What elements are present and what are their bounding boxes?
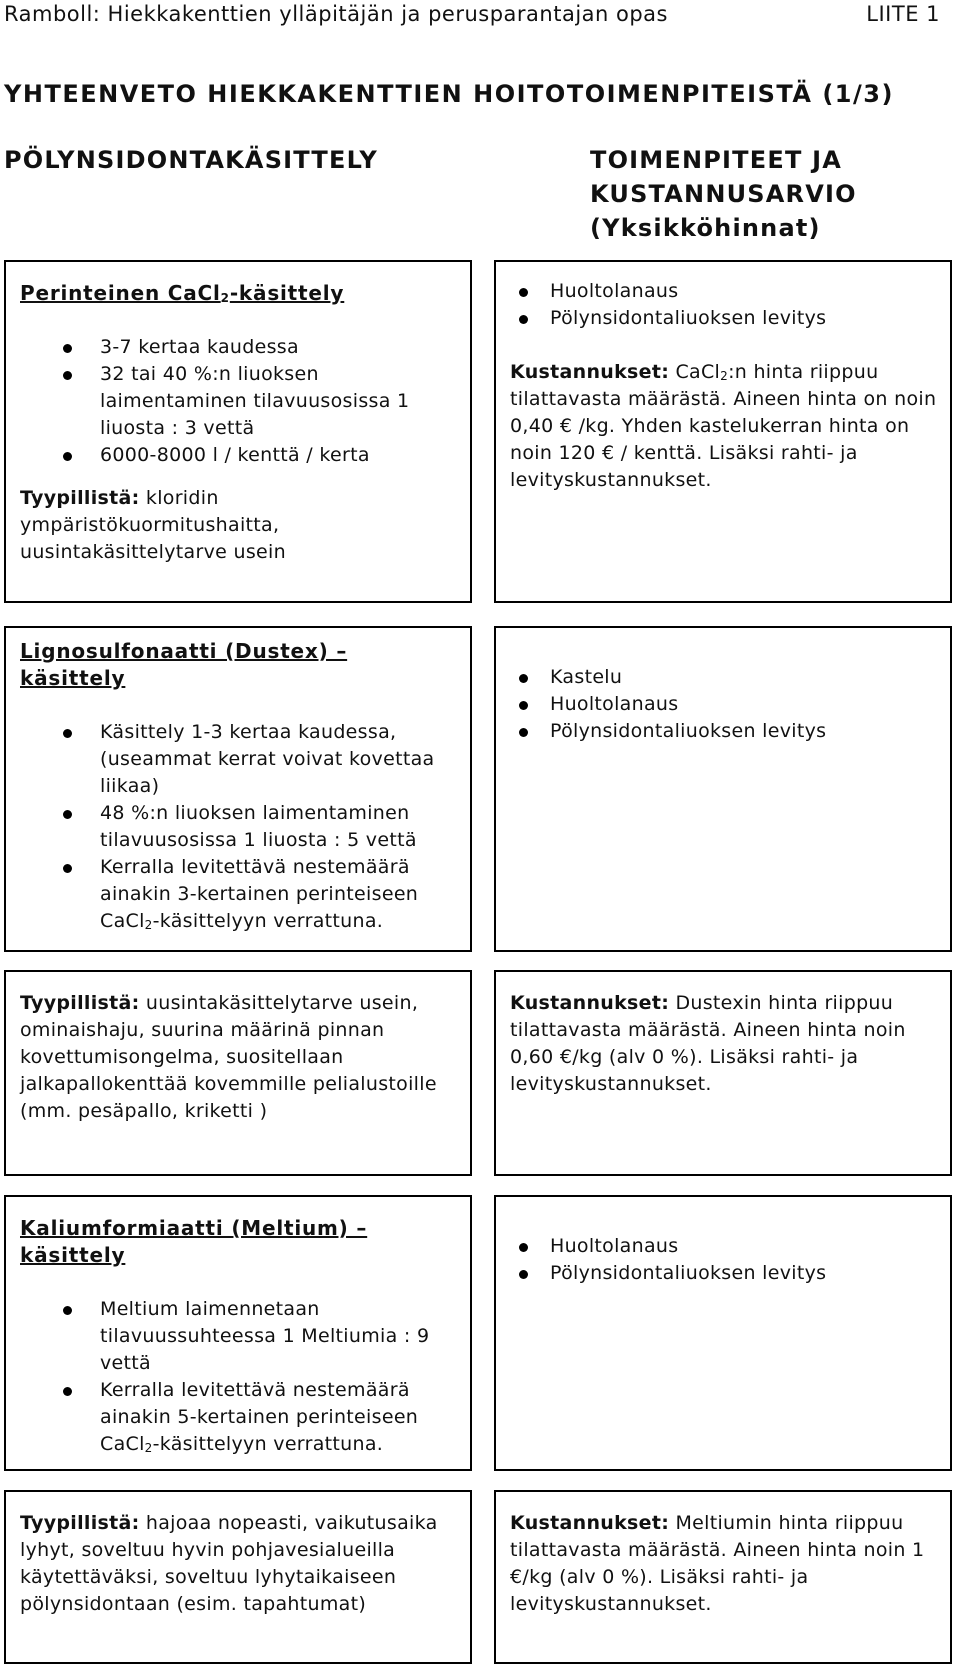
dustex-actions-box — [494, 626, 952, 952]
list-item: Kerralla levitettävä nestemäärä ainakin 3-kertainen perinteiseen CaCl$_2$-käsittelyyn verrattuna. — [20, 854, 460, 935]
meltium-typical-text: Tyypillistä: hajoaa nopeasti, vaikutusaika lyhyt, soveltuu hyvin pohjavesialueilla käytettäväksi, soveltuu lyhytaikaiseen pölynsidontaan (esim. tapahtumat) — [20, 1512, 438, 1615]
list-item: 6000-8000 l / kenttä / kerta — [20, 442, 460, 469]
cacl-typical-text: Tyypillistä: kloridin ympäristökuormitushaitta, uusintakäsittelytarve usein — [20, 487, 286, 563]
dustex-typical-text: Tyypillistä: uusintakäsittelytarve usein, ominaishaju, suurina määrinä pinnan kovettumisongelma, suositellaan jalkapallokenttää kovemmille pelialustoille (mm. pesäpallo, kriketti ) — [20, 992, 437, 1122]
list-item: Kastelu — [510, 664, 940, 691]
dustex-actions-list — [510, 664, 940, 745]
list-item: Huoltolanaus — [510, 278, 940, 305]
right-heading-line2: KUSTANNUSARVIO — [590, 180, 857, 208]
document-header-title: Ramboll: Hiekkakenttien ylläpitäjän ja perusparantajan opas — [4, 2, 668, 26]
meltium-bullet-list — [20, 1296, 460, 1458]
cacl-cost-text: Kustannukset: CaCl$_2$:n hinta riippuu tilattavasta määrästä. Aineen hinta on noin 0,40 € /kg. Yhden kastelukerran hinta on noin 120 € / kenttä. Lisäksi rahti- ja levityskustannukset. — [510, 361, 937, 491]
meltium-actions-box — [494, 1195, 952, 1471]
left-column-heading: PÖLYNSIDONTAKÄSITTELY — [4, 146, 378, 174]
dustex-treatment-box — [4, 626, 472, 952]
meltium-cost-box — [494, 1490, 952, 1664]
cacl-bullet-list — [20, 334, 460, 469]
dustex-cost-box — [494, 970, 952, 1176]
list-item: Pölynsidontaliuoksen levitys — [510, 718, 940, 745]
meltium-actions-list — [510, 1233, 940, 1287]
cacl-actions-box — [494, 260, 952, 603]
meltium-cost-text: Kustannukset: Meltiumin hinta riippuu tilattavasta määrästä. Aineen hinta noin 1 €/kg (alv 0 %). Lisäksi rahti- ja levityskustannukset. — [510, 1512, 925, 1615]
list-item: Meltium laimennetaan tilavuussuhteessa 1 Meltiumia : 9 vettä — [20, 1296, 460, 1377]
list-item: Huoltolanaus — [510, 1233, 940, 1260]
list-item: Käsittely 1-3 kertaa kaudessa, (useammat kerrat voivat kovettaa liikaa) — [20, 719, 460, 800]
dustex-typical-box — [4, 970, 472, 1176]
meltium-title: Kaliumformiaatti (Meltium) – käsittely — [20, 1216, 368, 1267]
list-item: 48 %:n liuoksen laimentaminen tilavuusosissa 1 liuosta : 5 vettä — [20, 800, 460, 854]
list-item: Pölynsidontaliuoksen levitys — [510, 305, 940, 332]
list-item: Huoltolanaus — [510, 691, 940, 718]
right-heading-line3: (Yksikköhinnat) — [590, 214, 821, 242]
list-item: Pölynsidontaliuoksen levitys — [510, 1260, 940, 1287]
list-item: 3-7 kertaa kaudessa — [20, 334, 460, 361]
meltium-typical-box — [4, 1490, 472, 1664]
right-column-heading — [590, 143, 857, 245]
appendix-label: LIITE 1 — [866, 2, 940, 26]
dustex-bullet-list — [20, 719, 460, 935]
right-heading-line1: TOIMENPITEET JA — [590, 146, 842, 174]
main-title: YHTEENVETO HIEKKAKENTTIEN HOITOTOIMENPITEISTÄ (1/3) — [4, 80, 894, 108]
dustex-title: Lignosulfonaatti (Dustex) – käsittely — [20, 639, 348, 690]
cacl-actions-list — [510, 278, 940, 332]
cacl-title: Perinteinen CaCl$_2$-käsittely — [20, 281, 345, 305]
list-item: 32 tai 40 %:n liuoksen laimentaminen tilavuusosissa 1 liuosta : 3 vettä — [20, 361, 460, 442]
dustex-cost-text: Kustannukset: Dustexin hinta riippuu tilattavasta määrästä. Aineen hinta noin 0,60 €/kg (alv 0 %). Lisäksi rahti- ja levityskustannukset. — [510, 992, 906, 1095]
meltium-treatment-box — [4, 1195, 472, 1471]
cacl-treatment-box — [4, 260, 472, 603]
list-item: Kerralla levitettävä nestemäärä ainakin 5-kertainen perinteiseen CaCl$_2$-käsittelyyn verrattuna. — [20, 1377, 460, 1458]
